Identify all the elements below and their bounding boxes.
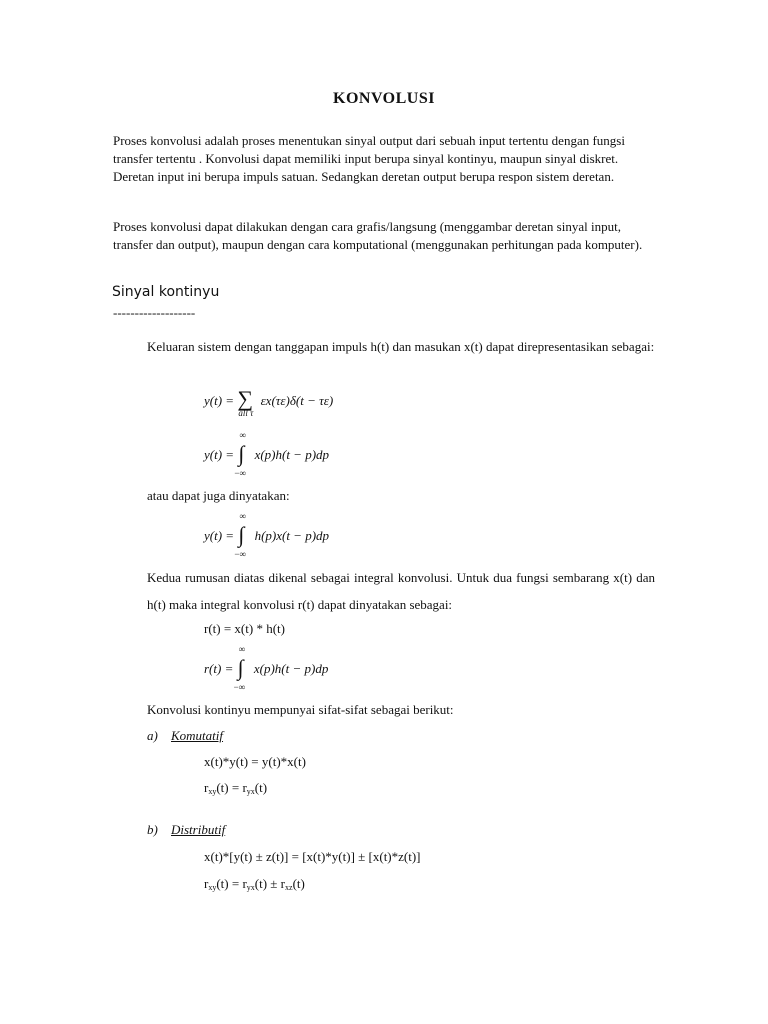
property-b-line1: x(t)*[y(t) ± z(t)] = [x(t)*y(t)] ± [x(t)*z(t)] bbox=[204, 849, 421, 864]
intro-paragraph: Keluaran sistem dengan tanggapan impuls h(t) dan masukan x(t) dapat direpresentasikan sebagai: bbox=[147, 339, 655, 354]
equation-integral-1 bbox=[204, 430, 330, 478]
sum-symbol: ∑ all τ bbox=[237, 386, 254, 418]
subscript: xy bbox=[208, 787, 217, 796]
equation-part: (t) = r bbox=[216, 876, 247, 891]
equation-integral-3 bbox=[204, 644, 329, 692]
r-definition: r(t) = x(t) * h(t) bbox=[204, 621, 285, 636]
eq1-rhs: εx(τε)δ(t − τε) bbox=[260, 392, 334, 408]
equation-part: (t) = r bbox=[216, 780, 247, 795]
subscript: yx bbox=[246, 787, 255, 796]
integral-symbol: ∞ ∫ −∞ bbox=[233, 644, 246, 692]
kedua-paragraph: Kedua rumusan diatas dikenal sebagai integral konvolusi. Untuk dua fungsi sembarang x(t) dan h(t) maka integral konvolusi r(t) dapat dinyatakan sebagai: bbox=[147, 570, 655, 612]
eq2-upper-limit: ∞ bbox=[239, 430, 246, 440]
equation-part: (t) bbox=[292, 876, 305, 891]
property-b-label: b) bbox=[147, 822, 158, 837]
equation-sum bbox=[204, 386, 334, 418]
eq3-lhs: y(t) = bbox=[204, 527, 235, 543]
property-b-line2 bbox=[204, 876, 305, 892]
integral-symbol: ∞ ∫ −∞ bbox=[234, 511, 246, 559]
r-symbol: r bbox=[204, 876, 209, 891]
equation-part: (t) bbox=[254, 780, 268, 795]
eq3-upper-limit: ∞ bbox=[239, 511, 246, 521]
eq2-rhs: x(p)h(t − p)dp bbox=[254, 446, 330, 462]
section-underline: ------------------- bbox=[113, 305, 196, 320]
property-a-label: a) bbox=[147, 728, 158, 743]
paragraph-1: Proses konvolusi adalah proses menentukan sinyal output dari sebuah input tertentu dengan fungsi transfer tertentu . Konvolusi dapat memiliki input berupa sinyal kontinyu, maupun sinyal diskret. Deretan input ini berupa impuls satuan. Sedangkan deretan output berupa respon sistem deretan. bbox=[113, 133, 625, 185]
eq3-lower-limit: −∞ bbox=[234, 549, 246, 559]
equation-integral-2 bbox=[204, 511, 330, 559]
subscript: yx bbox=[246, 883, 255, 892]
integral-symbol: ∞ ∫ −∞ bbox=[234, 430, 246, 478]
eq1-lhs: y(t) = bbox=[204, 392, 235, 408]
paragraph-2: Proses konvolusi dapat dilakukan dengan cara grafis/langsung (menggambar deretan sinyal input, transfer dan output), maupun dengan cara komputational (menggunakan perhitungan pada komputer). bbox=[113, 219, 643, 253]
property-b-name: Distributif bbox=[171, 822, 226, 837]
equation-part: (t) ± r bbox=[254, 876, 286, 891]
property-a-line1: x(t)*y(t) = y(t)*x(t) bbox=[204, 754, 306, 769]
eq4-lhs: r(t) = bbox=[204, 660, 234, 676]
section-heading: Sinyal kontinyu bbox=[112, 284, 220, 300]
eq4-upper-limit: ∞ bbox=[238, 644, 246, 654]
subscript: xz bbox=[285, 883, 293, 892]
eq2-lhs: y(t) = bbox=[204, 446, 235, 462]
property-a-name: Komutatif bbox=[171, 728, 224, 743]
document-title: KONVOLUSI bbox=[333, 90, 435, 107]
subscript: xy bbox=[208, 883, 217, 892]
r-symbol: r bbox=[204, 780, 209, 795]
eq2-lower-limit: −∞ bbox=[234, 468, 246, 478]
also-text: atau dapat juga dinyatakan: bbox=[147, 488, 290, 503]
properties-intro: Konvolusi kontinyu mempunyai sifat-sifat sebagai berikut: bbox=[147, 702, 454, 717]
property-a-line2 bbox=[204, 780, 267, 796]
eq3-rhs: h(p)x(t − p)dp bbox=[254, 527, 330, 543]
eq4-rhs: x(p)h(t − p)dp bbox=[253, 660, 329, 676]
eq4-lower-limit: −∞ bbox=[233, 682, 246, 692]
eq1-sub: all τ bbox=[238, 408, 254, 418]
